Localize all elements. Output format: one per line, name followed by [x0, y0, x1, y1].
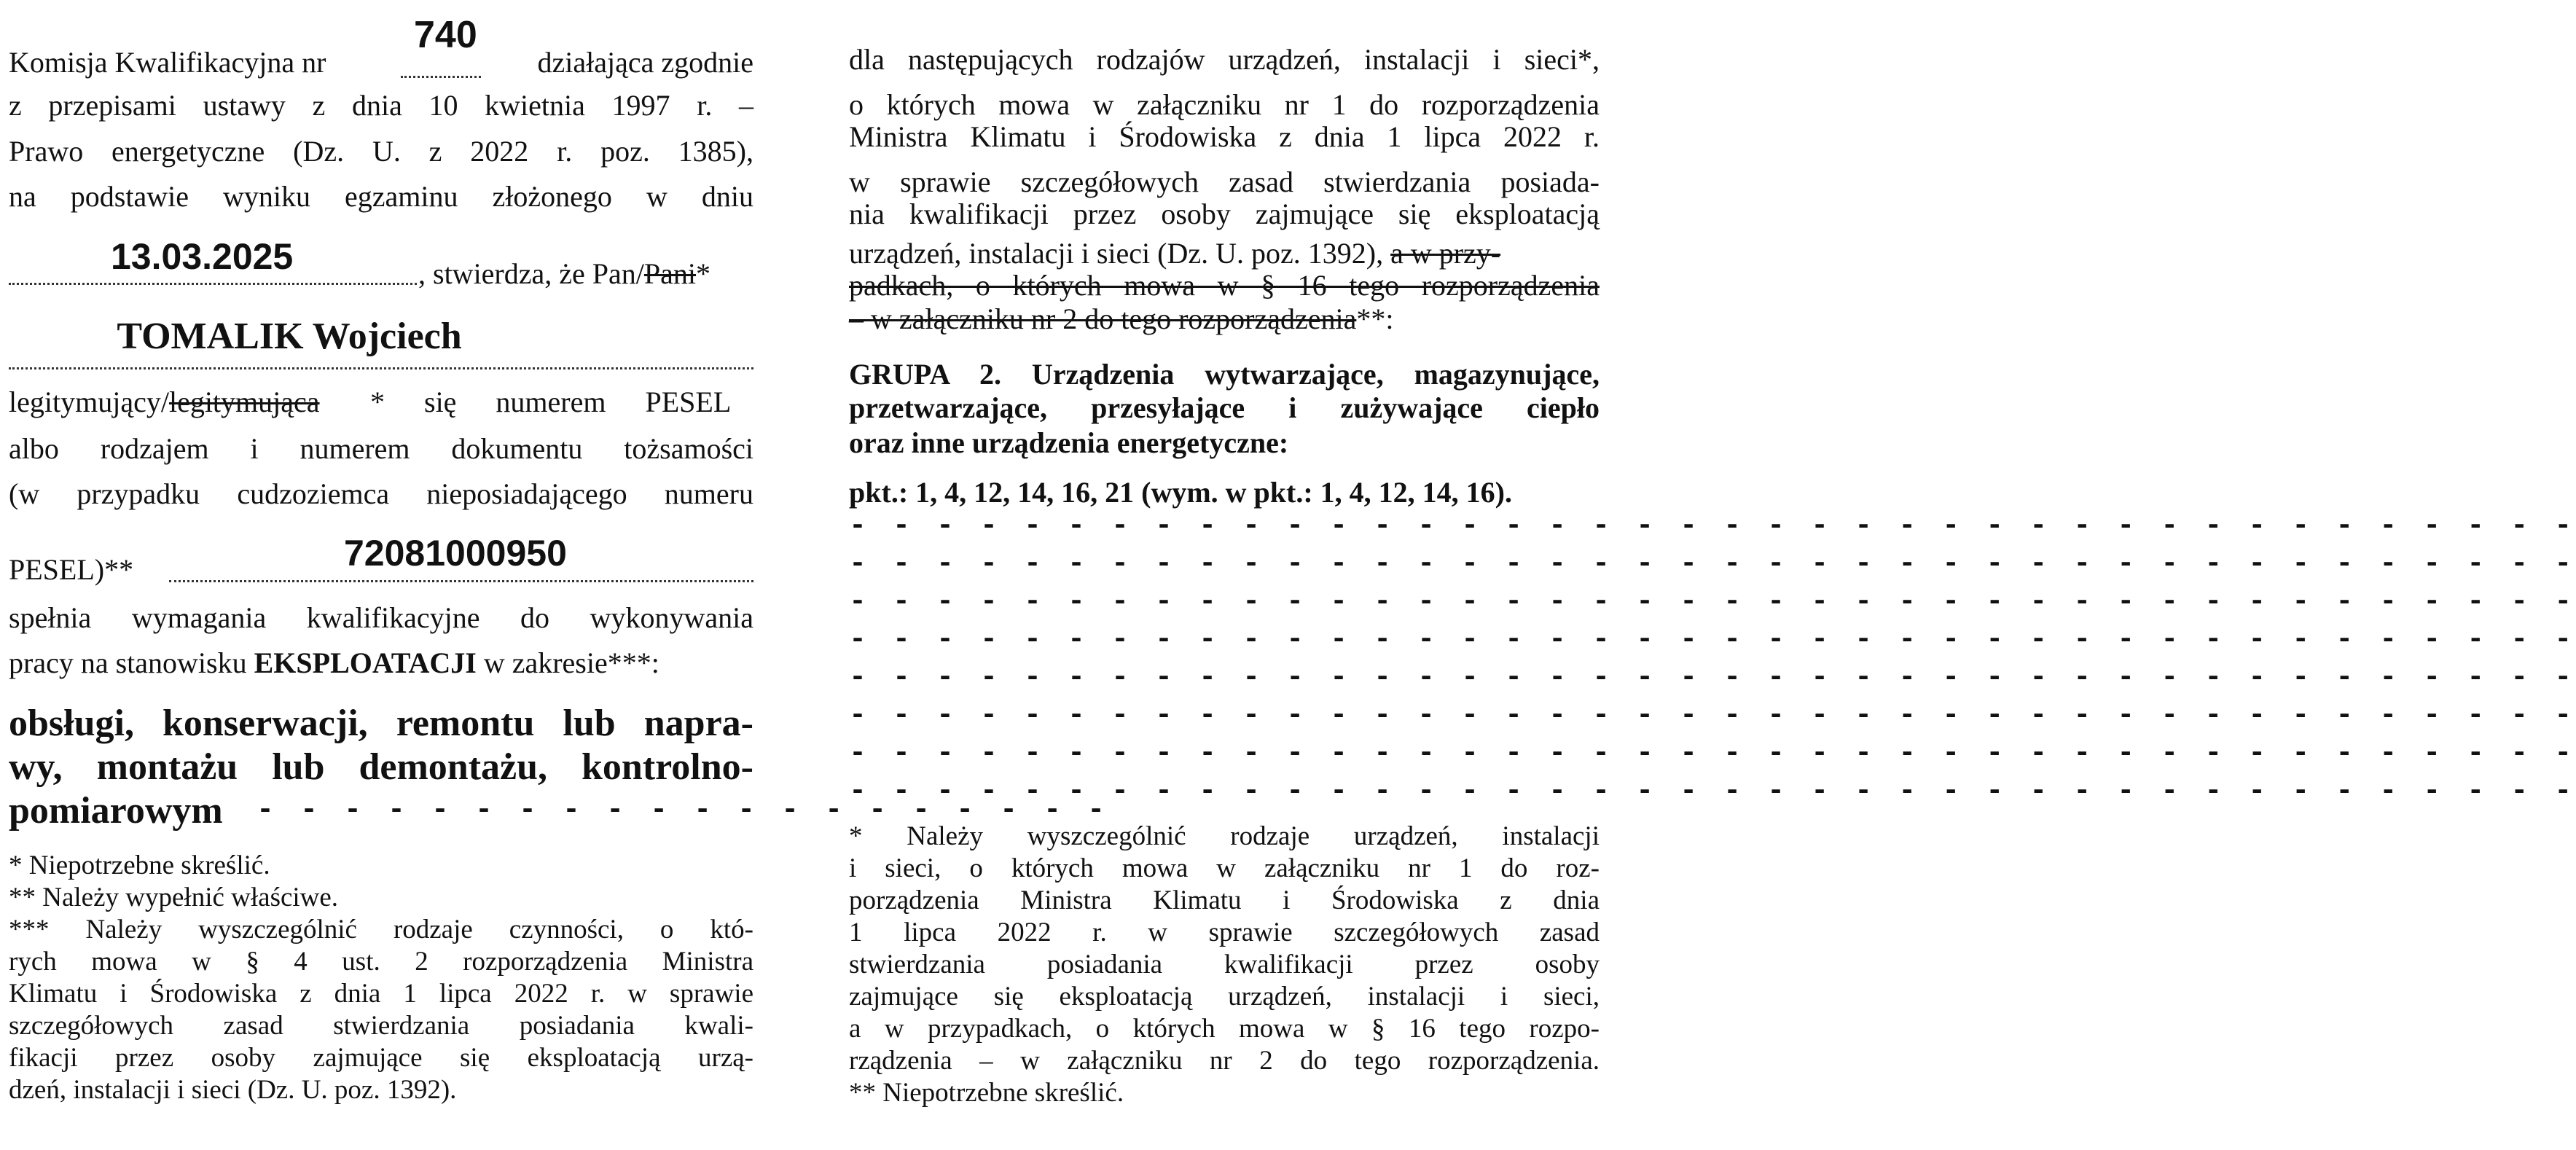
- pesel-label: PESEL)**: [9, 553, 134, 586]
- footnote-line: * Należy wyszczególnić rodzaje urządzeń, instalacji: [849, 821, 1600, 851]
- exam-date: 13.03.2025: [111, 236, 294, 277]
- commission-line: [9, 14, 753, 86]
- struck-text: a w przy-: [1390, 237, 1501, 270]
- footnote-line: zajmujące się eksploatacją urządzeń, instalacji i sieci,: [849, 982, 1600, 1012]
- footnote-line: a w przypadkach, o których mowa w § 16 tego rozpo-: [849, 1014, 1600, 1044]
- legit-line: [9, 388, 753, 417]
- praca-post: w zakresie***:: [483, 646, 659, 679]
- dashed-line: - - - - - - - - - - - - - - - - - - - - - - - - - - - - - - - - - - - - - - - -: [849, 586, 2576, 619]
- footnote-line: szczegółowych zasad stwierdzania posiadania kwali-: [9, 1011, 753, 1041]
- footnote-3: *** Należy wyszczególnić rodzaje czynności, o któ-: [9, 915, 753, 944]
- scope-line: wy, montażu lub demontażu, kontrolno-: [9, 746, 753, 788]
- text-line-struck-end: [849, 239, 1600, 268]
- holder-name: TOMALIK Wojciech: [117, 316, 462, 357]
- group-heading: GRUPA 2. Urządzenia wytwarzające, magazynujące,: [849, 358, 1600, 391]
- stwierdza-text: , stwierdza, że Pan/: [418, 257, 644, 290]
- dashed-line: - - - - - - - - - - - - - - - - - - - - - - - - - - - - - - - - - - - - - - - -: [849, 548, 2576, 581]
- asterisk: *: [696, 257, 711, 290]
- commission-label: Komisja Kwalifikacyjna nr: [9, 46, 326, 79]
- footnote-2: ** Należy wypełnić właściwe.: [9, 883, 339, 912]
- commission-post: działająca zgodnie: [537, 46, 753, 79]
- commission-number: 740: [414, 14, 477, 56]
- line-text: urządzeń, instalacji i sieci (Dz. U. poz. 1392),: [849, 237, 1391, 270]
- scope-line: obsługi, konserwacji, remontu lub napra-: [9, 703, 753, 744]
- name-dots: [9, 359, 753, 369]
- text-line: (w przypadku cudzoziemca nieposiadającego numeru: [9, 477, 753, 510]
- text-line: nia kwalifikacji przez osoby zajmujące się eksploatacją: [849, 197, 1600, 230]
- struck-pani: Pani: [643, 257, 697, 290]
- footnote-line: porządzenia Ministra Klimatu i Środowiska z dnia: [849, 885, 1600, 915]
- dashed-line: - - - - - - - - - - - - - - - - - - - - - - - - - - - - - - - - - - - - - - - -: [849, 775, 2576, 808]
- group-heading: oraz inne urządzenia energetyczne:: [849, 426, 1289, 459]
- footnote-line: stwierdzania posiadania kwalifikacji przez osoby: [849, 950, 1600, 979]
- struck-text: – w załączniku nr 2 do tego rozporządzenia: [849, 302, 1357, 335]
- praca-pre: pracy na stanowisku: [9, 646, 247, 679]
- text-line: dla następujących rodzajów urządzeń, instalacji i sieci*,: [849, 43, 1600, 76]
- footnote-line: fikacji przez osoby zajmujące się eksploatacją urzą-: [9, 1043, 753, 1073]
- text-line: Prawo energetyczne (Dz. U. z 2022 r. poz. 1385),: [9, 135, 753, 168]
- legit-text: legitymujący/: [9, 386, 169, 418]
- text-line: spełnia wymagania kwalifikacyjne do wykonywania: [9, 601, 753, 634]
- struck-legitymujaca: legitymująca: [168, 386, 320, 418]
- pesel-value: 72081000950: [344, 533, 567, 574]
- text-line: Ministra Klimatu i Środowiska z dnia 1 lipca 2022 r.: [849, 120, 1600, 153]
- text-line-struck-start: [849, 302, 1394, 335]
- scope-line: pomiarowym: [9, 790, 223, 832]
- struck-line: padkach, o których mowa w § 16 tego rozporządzenia: [849, 269, 1600, 302]
- text-line: albo rodzajem i numerem dokumentu tożsamości: [9, 432, 753, 465]
- dashed-line: - - - - - - - - - - - - - - - - - - - - - - - - - - - - - - - - - - - - - - - -: [849, 624, 2576, 657]
- footnote-line: dzeń, instalacji i sieci (Dz. U. poz. 1392).: [9, 1075, 457, 1105]
- dashed-line: - - - - - - - - - - - - - - - - - - - - - - - - - - - - - - - - - - - - - - - -: [849, 738, 2576, 770]
- dashed-line: - - - - - - - - - - - - - - - - - - - - - - - - - - - - - - - - - - - - - - - -: [849, 662, 2576, 695]
- stwierdza-line: [418, 259, 710, 289]
- dashed-line: - - - - - - - - - - - - - - - - - - - - - - - - - - - - - - - - - - - - - - - -: [849, 510, 2576, 543]
- footnote-line: rych mowa w § 4 ust. 2 rozporządzenia Ministra: [9, 947, 753, 977]
- line-text: z przepisami ustawy z dnia 10 kwietnia 1997 r. –: [9, 89, 753, 122]
- line-rest: **:: [1356, 302, 1394, 335]
- text-line: w sprawie szczegółowych zasad stwierdzania posiada-: [849, 165, 1600, 198]
- footnote-line: rządzenia – w załączniku nr 2 do tego rozporządzenia.: [849, 1046, 1600, 1076]
- footnote-line: Klimatu i Środowiska z dnia 1 lipca 2022 r. w sprawie: [9, 979, 753, 1009]
- points-line: pkt.: 1, 4, 12, 14, 16, 21 (wym. w pkt.: 1, 4, 12, 14, 16).: [849, 476, 1512, 509]
- footnote-line: ** Niepotrzebne skreślić.: [849, 1078, 1124, 1108]
- footnote-line: 1 lipca 2022 r. w sprawie szczegółowych zasad: [849, 918, 1600, 947]
- praca-line: [9, 646, 659, 679]
- scope-dashes: - - - - - - - - - - - - - - - - - - - -: [257, 794, 1110, 827]
- group-heading: przetwarzające, przesyłające i zużywające ciepło: [849, 391, 1600, 424]
- date-dots: [9, 262, 417, 285]
- footnote-line: i sieci, o których mowa w załączniku nr 1 do roz-: [849, 853, 1600, 883]
- footnote-1: * Niepotrzebne skreślić.: [9, 850, 270, 880]
- legit-rest: * się numerem PESEL: [370, 386, 732, 418]
- text-line: [9, 91, 753, 120]
- text-line: o których mowa w załączniku nr 1 do rozporządzenia: [849, 88, 1600, 121]
- dashed-line: - - - - - - - - - - - - - - - - - - - - - - - - - - - - - - - - - - - - - - - -: [849, 700, 2576, 732]
- text-line: na podstawie wyniku egzaminu złożonego w dniu: [9, 180, 753, 213]
- praca-bold: EKSPLOATACJI: [254, 646, 477, 679]
